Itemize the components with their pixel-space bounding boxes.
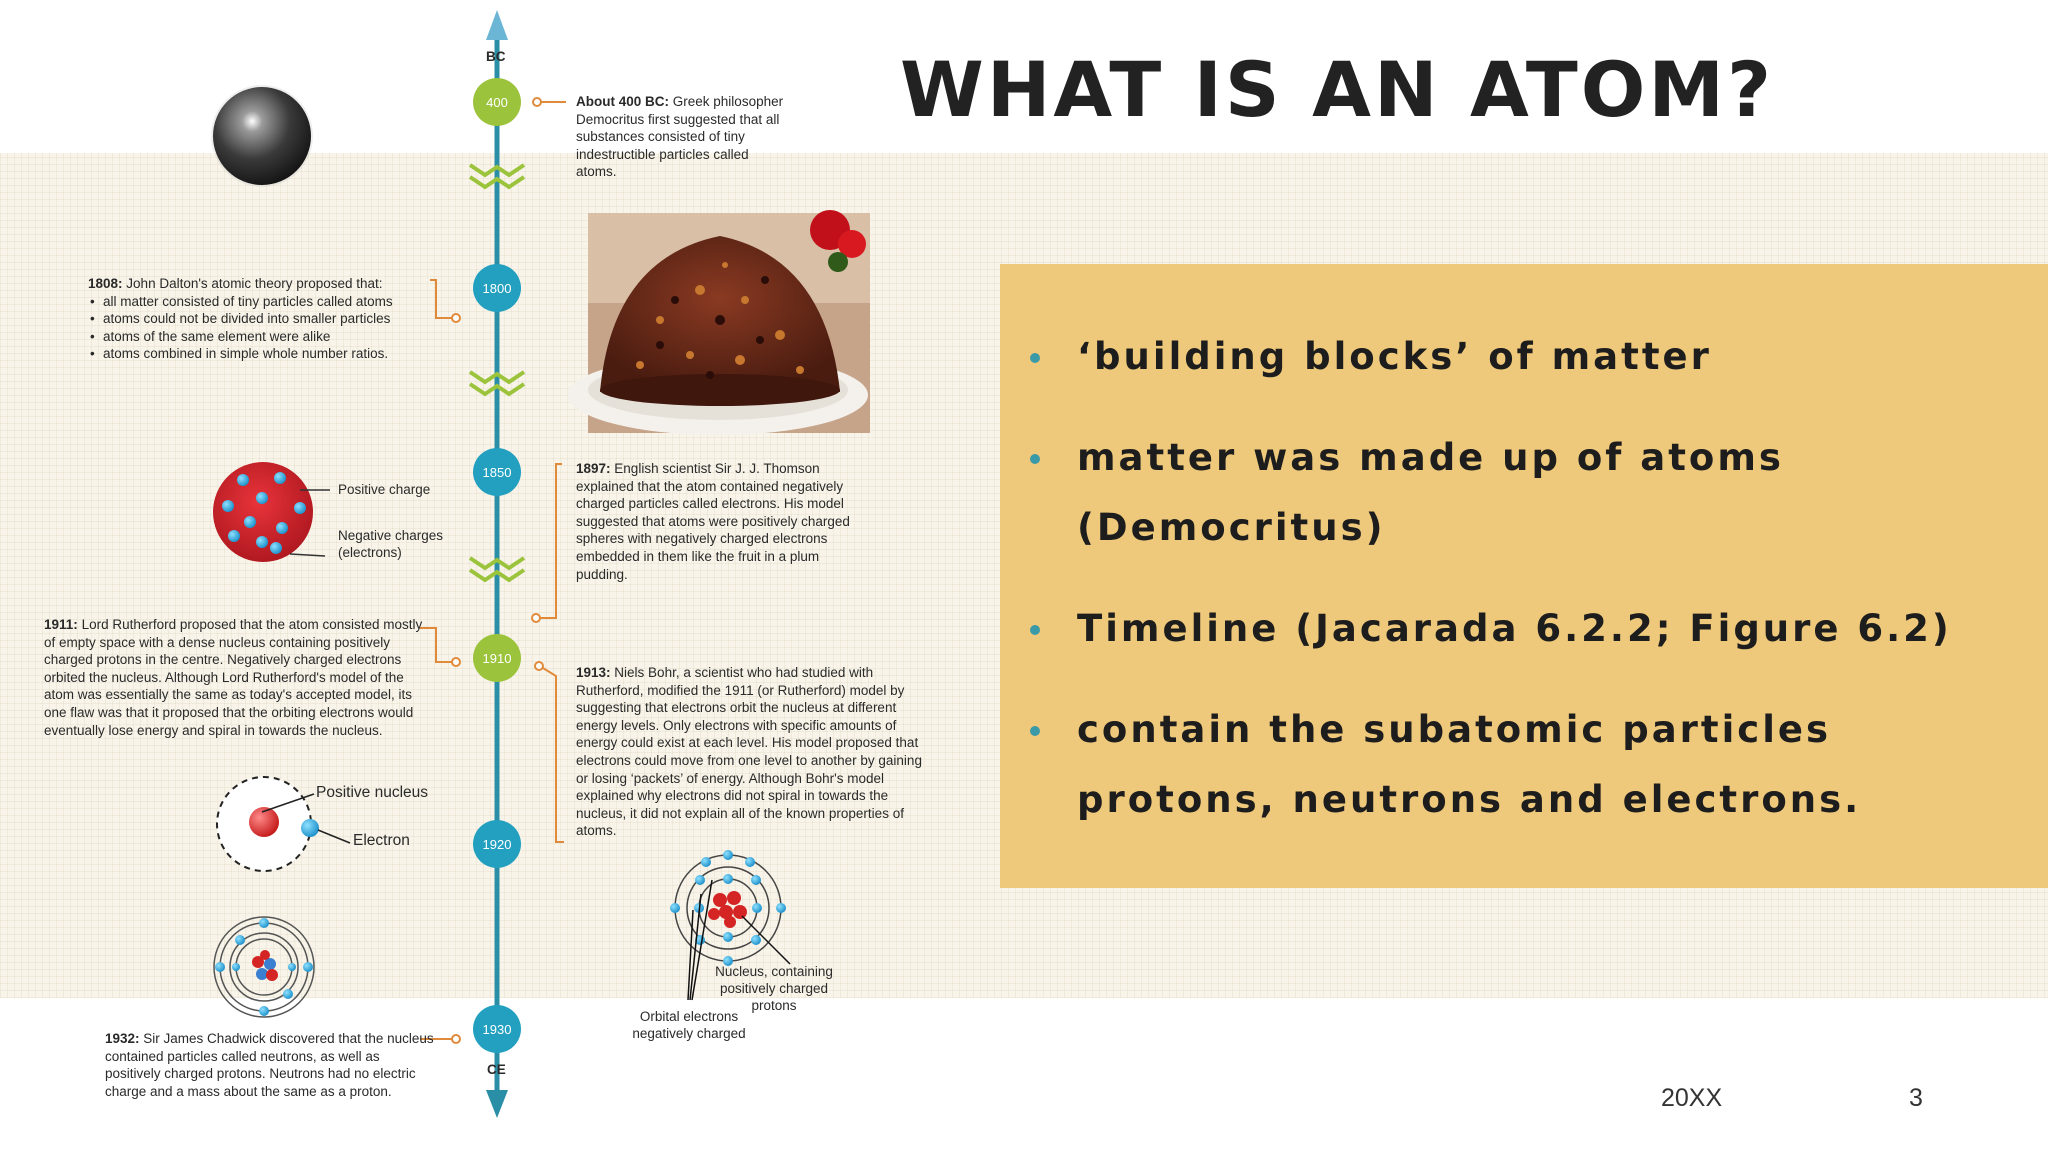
label-electron: Electron — [353, 832, 410, 849]
timeline-top-arrow — [486, 10, 508, 40]
thomson-model-diagram — [213, 462, 330, 562]
bullet-item: matter was made up of atoms (Democritus) — [1024, 423, 2034, 563]
timeline-ce-label: CE — [487, 1062, 506, 1077]
label-positive-nucleus: Positive nucleus — [316, 784, 429, 801]
node-label-1850: 1850 — [482, 465, 512, 480]
bullet-item: contain the subatomic particles protons, neutrons and electrons. — [1024, 695, 2034, 835]
bullet-list — [1024, 322, 2034, 866]
label-nucleus-protons: Nucleus, containing positively charged protons — [715, 964, 833, 1013]
bullet-item: ‘building blocks’ of matter — [1024, 322, 2034, 392]
democritus-ball-image — [211, 85, 313, 187]
footer-date: 20XX — [1661, 1084, 1723, 1112]
bullet-item: Timeline (Jacarada 6.2.2; Figure 6.2) — [1024, 594, 2034, 664]
node-label-1930: 1930 — [482, 1022, 512, 1037]
slide-title: WHAT IS AN ATOM? — [900, 45, 1775, 134]
event-1932: 1932: Sir James Chadwick discovered that the nucleus contained particles called neutrons, as well as positively charged protons. Neutrons had no electric charge and a mass about the same as a proton. — [105, 1031, 434, 1099]
event-1897: 1897: English scientist Sir J. J. Thomson explained that the atom contained negatively charged particles called electrons. His model suggested that atoms were positively charged spheres with negatively charged electrons embedded in them like the fruit in a plum pudding. — [576, 461, 850, 582]
event-connectors — [420, 98, 566, 1043]
event-1808: 1808: John Dalton's atomic theory proposed that: • all matter consisted of tiny particles called atoms • atoms could not be divided into smaller particles • atoms of the same element were alike • atoms combined in simple whole number ratios. — [88, 275, 433, 363]
label-negative-charges: Negative charges (electrons) — [338, 528, 444, 560]
dalton-points-list: • all matter consisted of tiny particles called atoms • atoms could not be divided into smaller particles • atoms of the same element were alike • atoms combined in simple whole number ratios. — [88, 293, 433, 363]
timeline-bc-label: BC — [486, 49, 506, 64]
label-orbital-electrons: Orbital electrons negatively charged — [632, 1009, 746, 1041]
node-label-1910: 1910 — [482, 651, 512, 666]
label-positive-charge: Positive charge — [338, 482, 431, 497]
node-label-1920: 1920 — [482, 837, 512, 852]
timeline-bottom-arrow — [486, 1090, 508, 1118]
plum-pudding-photo — [568, 210, 870, 435]
event-1913: 1913: Niels Bohr, a scientist who had studied with Rutherford, modified the 1911 (or Rutherford) model by suggesting that electrons orbit the nucleus at different energy levels. Only electrons with specific amounts of energy could exist at each level. His model proposed that electrons could move from one level to another by gaining or losing ‘packets’ of energy. Although Bohr's model explained why electrons did not spiral in towards the nucleus, it did not explain all of the known properties of atoms. — [576, 665, 922, 839]
event-1911: 1911: Lord Rutherford proposed that the atom consisted mostly of empty space with a dense nucleus containing positively charged protons in the centre. Negatively charged electrons orbited the nucleus. Although Lord Rutherford's model of the atom was essentially the same as today's accepted model, its one flaw was that it proposed that the orbiting electrons would eventually lose energy and spiral in towards the nucleus. — [44, 617, 423, 738]
slide-number: 3 — [1909, 1084, 1923, 1112]
node-label-1800: 1800 — [482, 281, 512, 296]
node-label-400: 400 — [486, 95, 508, 110]
chadwick-model-diagram — [214, 917, 314, 1017]
event-400bc: About 400 BC: Greek philosopher Democritus first suggested that all substances consisted of tiny indestructible particles called atoms. — [576, 94, 784, 180]
